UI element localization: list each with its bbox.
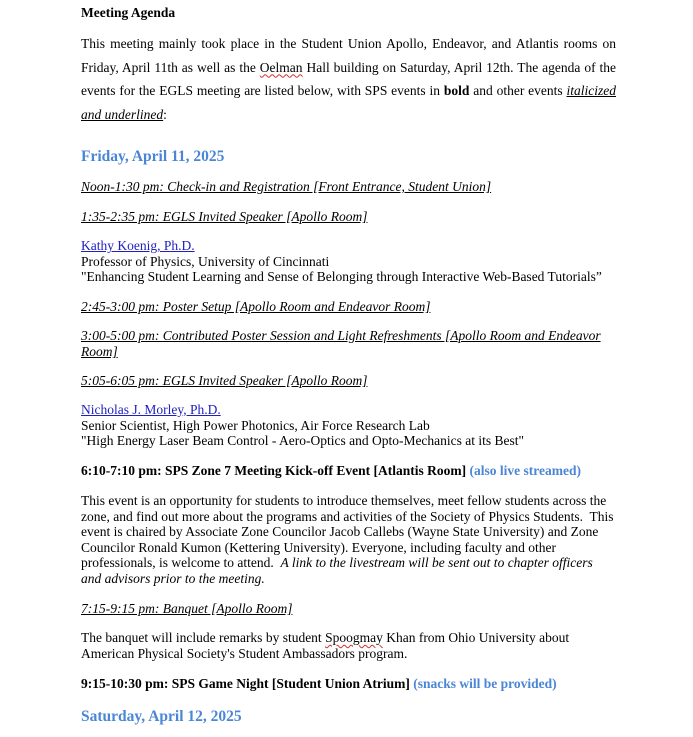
intro-text-2: Hall building on Saturday, April 12th. The agenda of the events for the EGLS meeting are listed below, with SPS events in — [81, 59, 616, 98]
banquet-desc-1: The banquet will include remarks by student — [81, 630, 326, 645]
banquet-desc-2: Khan from Ohio University about American Physical Society's Student Ambassadors program. — [81, 630, 570, 661]
checkin-slot: Noon-1:30 pm: Check-in and Registration [Front Entrance, Student Union] — [81, 179, 492, 194]
intro-hall-name: Oelman — [259, 59, 303, 75]
game-night-label: 9:15-10:30 pm: SPS Game Night [Student Union Atrium] — [81, 676, 410, 691]
intro-text-1: This meeting mainly took place in the Student Union Apollo, Endeavor, and Atlantis rooms on Friday, April 11th as well as the — [81, 36, 616, 75]
game-night-note: (snacks will be provided) — [413, 676, 557, 691]
speaker2-title: Senior Scientist, High Power Photonics, Air Force Research Lab — [81, 417, 430, 433]
kickoff-description — [81, 493, 616, 587]
banquet-slot: 7:15-9:15 pm: Banquet [Apollo Room] — [81, 601, 293, 616]
intro-text-3: and other events — [469, 83, 567, 98]
kickoff-note: (also live streamed) — [469, 463, 581, 478]
speaker1-block — [81, 238, 621, 285]
intro-paragraph — [81, 32, 616, 126]
kickoff-desc-italic: A link to the livestream will be sent out to chapter officers and advisors prior to the meeting. — [81, 555, 593, 586]
friday-heading: Friday, April 11, 2025 — [81, 148, 225, 165]
banquet-speaker-name: Spoogmay — [325, 630, 383, 645]
intro-text-4: : — [163, 106, 167, 122]
speaker1-slot: 1:35-2:35 pm: EGLS Invited Speaker [Apollo Room] — [81, 209, 368, 224]
intro-styled-words: italicized and underlined — [81, 83, 616, 122]
kickoff-desc-text: This event is an opportunity for students to introduce themselves, meet fellow students across the zone, and find out more about the programs and activities of the Society of Physics Students. This event is chaired by Associate Zone Councilor Jacob Callebs (Wayne State University) and Zone Councilor Ronald Kumon (Kettering University). Everyone, including faculty and other professionals, is welcome to attend. — [81, 493, 614, 571]
speaker2-slot: 5:05-6:05 pm: EGLS Invited Speaker [Apollo Room] — [81, 373, 368, 388]
game-night-event — [81, 676, 557, 692]
banquet-description — [81, 630, 616, 661]
page-title: Meeting Agenda — [81, 5, 176, 20]
speaker2-block — [81, 402, 621, 449]
saturday-heading: Saturday, April 12, 2025 — [81, 708, 242, 725]
kickoff-label: 6:10-7:10 pm: SPS Zone 7 Meeting Kick-off Event [Atlantis Room] — [81, 463, 467, 478]
speaker2-talk: "High Energy Laser Beam Control - Aero-Optics and Opto-Mechanics at its Best" — [81, 433, 525, 449]
speaker1-name-link[interactable]: Kathy Koenig, Ph.D. — [81, 238, 195, 253]
speaker2-name-link[interactable]: Nicholas J. Morley, Ph.D. — [81, 402, 221, 417]
poster-setup-slot: 2:45-3:00 pm: Poster Setup [Apollo Room and Endeavor Room] — [81, 299, 431, 314]
intro-bold-word: bold — [443, 83, 470, 98]
poster-session-slot: 3:00-5:00 pm: Contributed Poster Session and Light Refreshments [Apollo Room and Endeavor Room] — [81, 328, 601, 359]
speaker1-talk: "Enhancing Student Learning and Sense of Belonging through Interactive Web-Based Tutorials” — [81, 269, 602, 285]
speaker1-title: Professor of Physics, University of Cincinnati — [81, 253, 330, 269]
kickoff-event — [81, 463, 581, 479]
